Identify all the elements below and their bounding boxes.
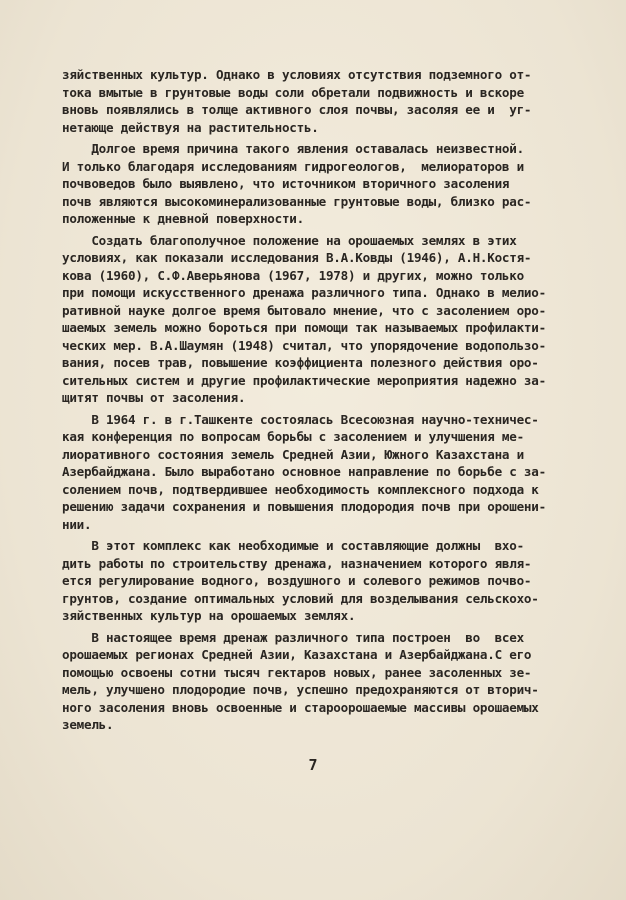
text-line: В настоящее время дренаж различного типа построен во всех [62, 629, 524, 645]
text-line: И только благодаря исследованиям гидрогеологов, мелиораторов и [62, 158, 524, 174]
text-line: орошаемых регионах Средней Азии, Казахстана и Азербайджана.С его [62, 647, 532, 662]
text-line: нии. [62, 516, 92, 532]
text-line: ческих мер. В.А.Шаумян (1948) считал, что упорядочение водопользо- [62, 337, 546, 353]
text-line: В 1964 г. в г.Ташкенте состоялась Всесоюзная научно-техничес- [62, 411, 539, 427]
text-line: щитят почвы от засоления. [62, 390, 246, 405]
paragraph-5 [62, 537, 582, 625]
text-line: зяйственных культур. Однако в условиях отсутствия подземного от- [62, 67, 532, 82]
text-line: зяйственных культур на орошаемых землях. [62, 608, 356, 623]
text-line: мель, улучшено плодородие почв, успешно предохраняются от вторич- [62, 682, 539, 697]
text-line: сительных систем и другие профилактические мероприятия надежно за- [62, 372, 546, 388]
text-line: нетающе действуя на растительность. [62, 119, 319, 135]
text-line: кова (1960), С.Ф.Аверьянова (1967, 1978) и других, можно только [62, 267, 524, 283]
text-line: условиях, как показали исследования В.А.Ковды (1946), А.Н.Костя- [62, 250, 532, 265]
text-line: лиоративного состояния земель Средней Азии, Южного Казахстана и [62, 446, 524, 462]
text-line: ративной науке долгое время бытовало мнение, что с засолением оро- [62, 302, 546, 318]
page-number: 7 [308, 756, 318, 774]
text-line: Азербайджана. Было выработано основное направление по борьбе с за- [62, 464, 546, 479]
text-line: почвоведов было выявлено, что источником вторичного засоления [62, 176, 510, 191]
text-line: земель. [62, 717, 114, 732]
text-line: ется регулирование водного, воздушного и солевого режимов почво- [62, 573, 532, 588]
text-line: вания, посев трав, повышение коэффициента полезного действия оро- [62, 355, 539, 370]
text-line: дить работы по строительству дренажа, назначением которого явля- [62, 555, 532, 571]
text-line: почв являются высокоминерализованные грунтовые воды, близко рас- [62, 193, 532, 209]
text-line: В этот комплекс как необходимые и составляющие должны вхо- [62, 538, 524, 553]
text-line: ного засоления вновь освоенные и староорошаемые массивы орошаемых [62, 699, 539, 715]
text-line: солением почв, подтвердившее необходимость комплексного подхода к [62, 481, 539, 497]
text-line: решению задачи сохранения и повышения плодородия почв при орошени- [62, 499, 546, 514]
body-text [62, 66, 582, 734]
paragraph-3 [62, 232, 582, 407]
text-line: тока вмытые в грунтовые воды соли обретали подвижность и вскоре [62, 84, 524, 100]
text-line: вновь появлялись в толще активного слоя почвы, засоляя ее и уг- [62, 102, 532, 117]
paragraph-6 [62, 629, 582, 734]
text-line: грунтов, создание оптимальных условий для возделывания сельскохо- [62, 590, 539, 606]
paragraph-2 [62, 140, 582, 228]
text-line: при помощи искусственного дренажа различного типа. Однако в мелио- [62, 285, 546, 300]
text-line: положенные к дневной поверхности. [62, 211, 304, 226]
text-line: помощью освоены сотни тысяч гектаров новых, ранее засоленных зе- [62, 664, 532, 680]
text-line: шаемых земель можно бороться при помощи так называемых профилакти- [62, 320, 546, 335]
text-line: Создать благополучное положение на орошаемых землях в этих [62, 232, 517, 248]
text-line: кая конференция по вопросам борьбы с засолением и улучшения ме- [62, 429, 524, 444]
text-line: Долгое время причина такого явления оставалась неизвестной. [62, 141, 524, 156]
paragraph-1 [62, 66, 582, 136]
paragraph-4 [62, 411, 582, 534]
